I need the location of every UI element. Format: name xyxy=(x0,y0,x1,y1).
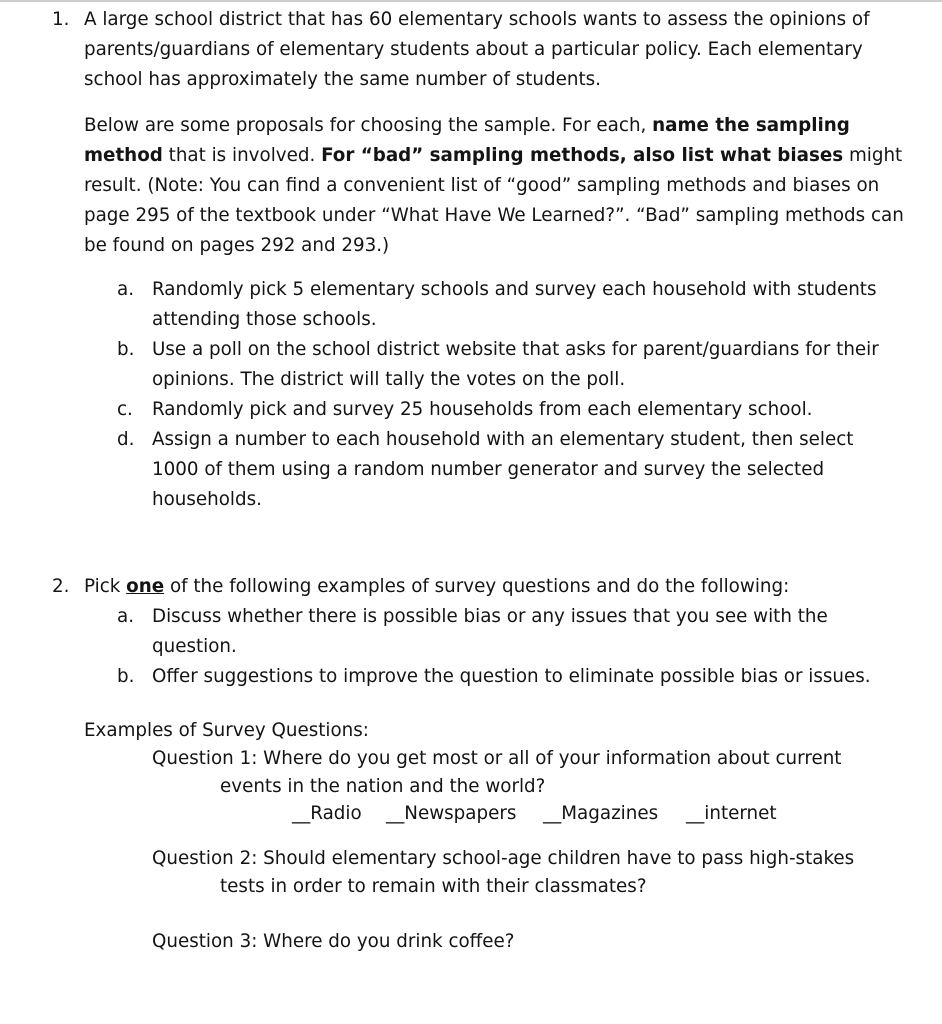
item-1b-text: Use a poll on the school district website that asks for parent/guardians for their opinions. The district will tally the votes on the poll. xyxy=(152,339,879,390)
item-1c-letter: c. xyxy=(117,399,133,420)
q2-intro-underline: one xyxy=(126,576,165,597)
instructions-bold-1: name the sampling method xyxy=(84,115,850,166)
item-1d-text: Assign a number to each household with an elementary student, then select 1000 of them using a random number generator and survey the selected households. xyxy=(152,429,854,510)
item-2a-letter: a. xyxy=(117,606,135,627)
item-1c-text: Randomly pick and survey 25 households from each elementary school. xyxy=(152,399,813,420)
instructions-bold-2: For “bad” sampling methods, also list what biases xyxy=(321,145,844,166)
question-2-number: 2. xyxy=(52,576,70,597)
item-1b-letter: b. xyxy=(117,339,135,360)
option-newspapers: __Newspapers xyxy=(386,803,517,824)
item-1d-letter: d. xyxy=(117,429,135,450)
option-internet: __internet xyxy=(686,803,777,824)
question-1-intro: A large school district that has 60 elementary schools wants to assess the opinions of parents/guardians of elementary students about a particular policy. Each elementary school has approximately the same number of students. xyxy=(84,9,870,90)
survey-question-3: Question 3: Where do you drink coffee? xyxy=(152,931,515,952)
q2-intro-pre: Pick xyxy=(84,576,127,597)
instructions-text-1: Below are some proposals for choosing the sample. For each, xyxy=(84,115,653,136)
examples-heading: Examples of Survey Questions: xyxy=(84,720,369,741)
survey-question-2-line1: Question 2: Should elementary school-age children have to pass high-stakes xyxy=(152,848,855,869)
question-1-number: 1. xyxy=(52,9,70,30)
page-top-border xyxy=(0,0,942,2)
item-1a-text: Randomly pick 5 elementary schools and survey each household with students attending those schools. xyxy=(152,279,877,330)
item-2b-text: Offer suggestions to improve the question to eliminate possible bias or issues. xyxy=(152,666,871,687)
item-2a-text: Discuss whether there is possible bias or any issues that you see with the question. xyxy=(152,606,828,657)
instructions-text-3: might result. (Note: You can find a convenient list of “good” sampling methods and biases on page 295 of the textbook under “What Have We Learned?”. “Bad” sampling methods can be found on pages 292 and 293.) xyxy=(84,145,904,256)
item-1a-letter: a. xyxy=(117,279,135,300)
question-1-instructions xyxy=(84,111,914,261)
survey-question-2-line2: tests in order to remain with their classmates? xyxy=(220,876,647,897)
option-magazines: __Magazines xyxy=(543,803,659,824)
option-radio: __Radio xyxy=(292,803,362,824)
instructions-text-2: that is involved. xyxy=(162,145,322,166)
item-2b-letter: b. xyxy=(117,666,135,687)
survey-question-1-line2: events in the nation and the world? xyxy=(220,776,546,797)
question-2-intro xyxy=(84,572,904,602)
q2-intro-post: of the following examples of survey questions and do the following: xyxy=(164,576,790,597)
survey-question-1-line1: Question 1: Where do you get most or all of your information about current xyxy=(152,748,842,769)
